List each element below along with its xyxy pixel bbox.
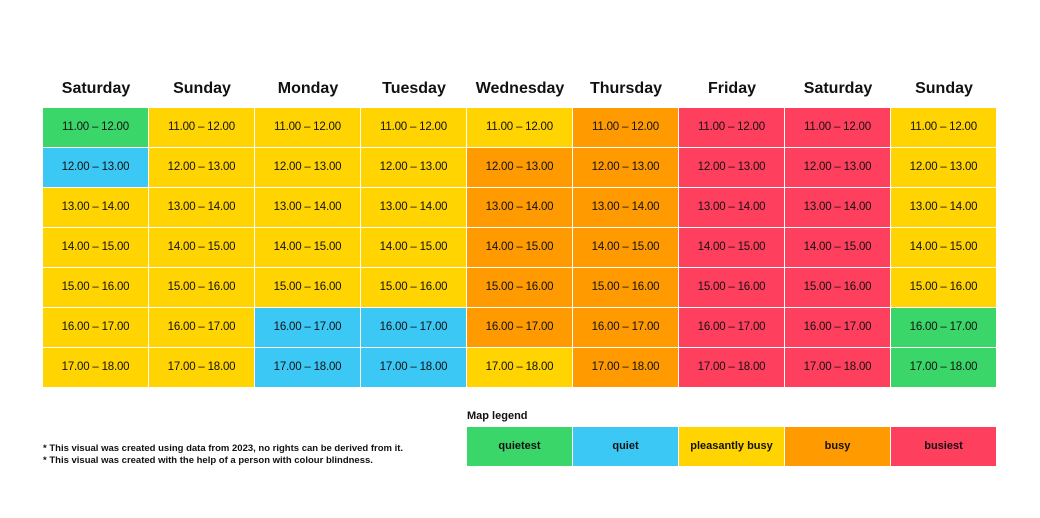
time-slot-cell: 12.00 – 13.00 — [149, 148, 254, 187]
time-slot-cell: 16.00 – 17.00 — [785, 308, 890, 347]
time-slot-cell: 16.00 – 17.00 — [149, 308, 254, 347]
time-slot-cell: 16.00 – 17.00 — [679, 308, 784, 347]
time-slot-cell: 12.00 – 13.00 — [573, 148, 678, 187]
day-header-2: Monday — [277, 80, 339, 97]
time-slot-cell: 13.00 – 14.00 — [467, 188, 572, 227]
time-slot-cell: 15.00 – 16.00 — [467, 268, 572, 307]
time-slot-cell: 13.00 – 14.00 — [255, 188, 360, 227]
time-slot-cell: 15.00 – 16.00 — [785, 268, 890, 307]
time-slot-cell: 17.00 – 18.00 — [573, 348, 678, 387]
day-header-7: Saturday — [803, 80, 873, 97]
footnote-data-source: * This visual was created using data from 2023, no rights can be derived from it. — [43, 443, 404, 454]
time-slot-cell: 17.00 – 18.00 — [467, 348, 572, 387]
time-slot-cell: 15.00 – 16.00 — [43, 268, 148, 307]
time-slot-cell: 15.00 – 16.00 — [149, 268, 254, 307]
time-slot-cell: 13.00 – 14.00 — [149, 188, 254, 227]
time-slot-cell: 17.00 – 18.00 — [149, 348, 254, 387]
legend-item-busy: busy — [785, 427, 890, 466]
footnote-colour-blindness: * This visual was created with the help of a person with colour blindness. — [43, 455, 373, 466]
time-slot-cell: 13.00 – 14.00 — [43, 188, 148, 227]
time-slot-cell: 12.00 – 13.00 — [891, 148, 996, 187]
legend-item-busiest: busiest — [891, 427, 996, 466]
day-header-4: Wednesday — [475, 80, 565, 97]
day-header-5: Thursday — [589, 80, 662, 97]
time-slot-cell: 12.00 – 13.00 — [255, 148, 360, 187]
time-slot-cell: 13.00 – 14.00 — [679, 188, 784, 227]
time-slot-cell: 17.00 – 18.00 — [891, 348, 996, 387]
time-slot-cell: 14.00 – 15.00 — [467, 228, 572, 267]
time-slot-cell: 13.00 – 14.00 — [785, 188, 890, 227]
legend-item-pleasantly-busy: pleasantly busy — [679, 427, 784, 466]
time-slot-cell: 11.00 – 12.00 — [43, 108, 148, 147]
time-slot-cell: 17.00 – 18.00 — [361, 348, 466, 387]
legend-title: Map legend — [467, 410, 528, 422]
time-slot-cell: 11.00 – 12.00 — [785, 108, 890, 147]
time-slot-cell: 16.00 – 17.00 — [891, 308, 996, 347]
time-slot-cell: 16.00 – 17.00 — [573, 308, 678, 347]
time-slot-cell: 11.00 – 12.00 — [255, 108, 360, 147]
legend-item-quietest: quietest — [467, 427, 572, 466]
time-slot-cell: 17.00 – 18.00 — [43, 348, 148, 387]
time-slot-cell: 11.00 – 12.00 — [361, 108, 466, 147]
time-slot-cell: 13.00 – 14.00 — [891, 188, 996, 227]
time-slot-cell: 11.00 – 12.00 — [891, 108, 996, 147]
time-slot-cell: 15.00 – 16.00 — [573, 268, 678, 307]
time-slot-cell: 14.00 – 15.00 — [679, 228, 784, 267]
time-slot-cell: 12.00 – 13.00 — [43, 148, 148, 187]
time-slot-cell: 15.00 – 16.00 — [255, 268, 360, 307]
time-slot-cell: 16.00 – 17.00 — [43, 308, 148, 347]
time-slot-cell: 16.00 – 17.00 — [361, 308, 466, 347]
time-slot-cell: 14.00 – 15.00 — [361, 228, 466, 267]
time-slot-cell: 12.00 – 13.00 — [679, 148, 784, 187]
time-slot-cell: 12.00 – 13.00 — [467, 148, 572, 187]
time-slot-cell: 11.00 – 12.00 — [467, 108, 572, 147]
legend-item-quiet: quiet — [573, 427, 678, 466]
time-slot-cell: 17.00 – 18.00 — [255, 348, 360, 387]
time-slot-cell: 14.00 – 15.00 — [891, 228, 996, 267]
time-slot-cell: 17.00 – 18.00 — [679, 348, 784, 387]
time-slot-cell: 14.00 – 15.00 — [573, 228, 678, 267]
time-slot-cell: 16.00 – 17.00 — [467, 308, 572, 347]
time-slot-cell: 14.00 – 15.00 — [149, 228, 254, 267]
time-slot-cell: 11.00 – 12.00 — [679, 108, 784, 147]
day-header-0: Saturday — [61, 80, 131, 97]
time-slot-cell: 15.00 – 16.00 — [361, 268, 466, 307]
time-slot-cell: 13.00 – 14.00 — [573, 188, 678, 227]
time-slot-cell: 14.00 – 15.00 — [255, 228, 360, 267]
day-header-6: Friday — [707, 80, 756, 97]
time-slot-cell: 15.00 – 16.00 — [891, 268, 996, 307]
time-slot-cell: 14.00 – 15.00 — [785, 228, 890, 267]
time-slot-cell: 13.00 – 14.00 — [361, 188, 466, 227]
time-slot-cell: 11.00 – 12.00 — [573, 108, 678, 147]
time-slot-cell: 12.00 – 13.00 — [785, 148, 890, 187]
time-slot-cell: 17.00 – 18.00 — [785, 348, 890, 387]
time-slot-cell: 11.00 – 12.00 — [149, 108, 254, 147]
day-header-8: Sunday — [915, 80, 973, 97]
time-slot-cell: 15.00 – 16.00 — [679, 268, 784, 307]
time-slot-cell: 12.00 – 13.00 — [361, 148, 466, 187]
day-header-1: Sunday — [173, 80, 231, 97]
time-slot-cell: 16.00 – 17.00 — [255, 308, 360, 347]
time-slot-cell: 14.00 – 15.00 — [43, 228, 148, 267]
day-header-3: Tuesday — [382, 80, 446, 97]
